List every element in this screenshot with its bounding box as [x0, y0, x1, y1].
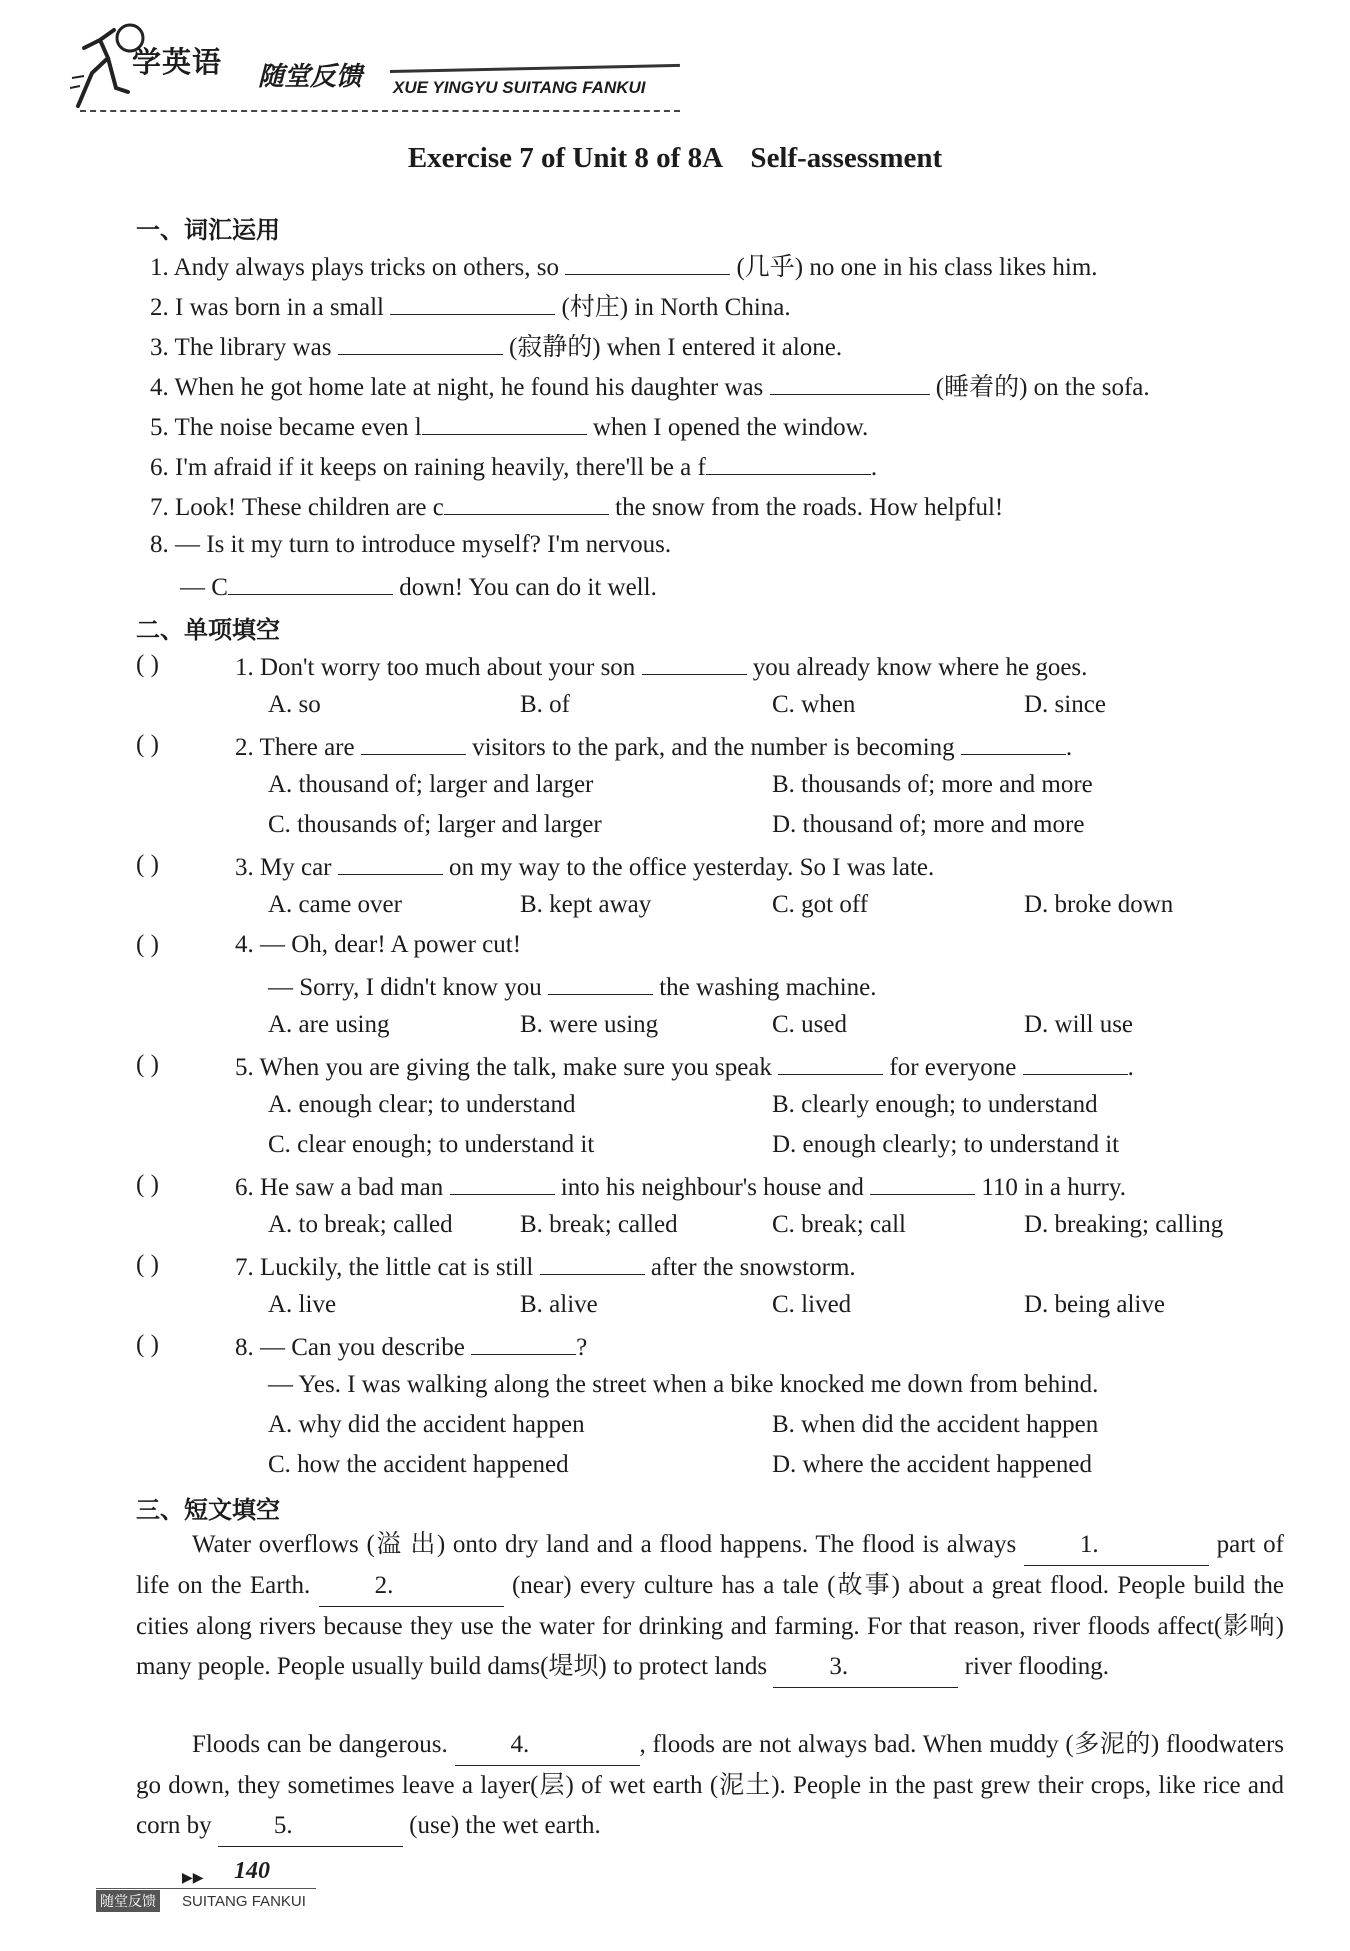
question-stem: 7. Luckily, the little cat is still after the snowstorm.: [235, 1250, 856, 1283]
vocab-item: 1. Andy always plays tricks on others, so (几乎) no one in his class likes him.: [150, 250, 1098, 283]
answer-blank[interactable]: [338, 330, 503, 355]
cloze-blank-3[interactable]: 3.: [773, 1647, 958, 1688]
vocab-item: 2. I was born in a small (村庄) in North China.: [150, 290, 791, 323]
answer-blank[interactable]: [565, 250, 730, 275]
header-logo: [70, 10, 690, 115]
answer-blank: [870, 1170, 975, 1195]
section-heading-multiple-choice: 二、单项填空: [136, 616, 280, 644]
answer-blank[interactable]: [390, 290, 555, 315]
option-b: B. when did the accident happen: [772, 1411, 1099, 1438]
vocab-item: — C down! You can do it well.: [180, 570, 657, 603]
option-a: A. why did the accident happen: [268, 1411, 585, 1438]
logo-text-cn-sub: 随堂反馈: [258, 62, 363, 92]
option-d: D. broke down: [1024, 891, 1174, 918]
option-d: D. breaking; calling: [1024, 1211, 1224, 1238]
question-stem: 3. My car on my way to the office yesterday. So I was late.: [235, 850, 934, 883]
question-stem: 5. When you are giving the talk, make sure you speak for everyone .: [235, 1050, 1134, 1083]
option-b: B. clearly enough; to understand: [772, 1091, 1098, 1118]
logo-pinyin: XUE YINGYU SUITANG FANKUI: [393, 78, 646, 97]
vocab-item: 4. When he got home late at night, he found his daughter was (睡着的) on the sofa.: [150, 370, 1150, 403]
answer-blank: [450, 1170, 555, 1195]
option-b: B. were using: [520, 1011, 659, 1038]
logo-text-cn: 学英语: [132, 45, 223, 79]
answer-blank: [540, 1250, 645, 1275]
option-c: C. thousands of; larger and larger: [268, 811, 602, 838]
option-c: C. used: [772, 1011, 847, 1038]
option-a: A. so: [268, 691, 321, 718]
answer-bracket[interactable]: ( ): [136, 851, 159, 878]
answer-blank: [961, 730, 1066, 755]
section-heading-vocabulary: 一、词汇运用: [136, 216, 280, 244]
option-c: C. lived: [772, 1291, 852, 1318]
header-divider: [80, 110, 680, 112]
option-b: B. kept away: [520, 891, 652, 918]
option-a: A. thousand of; larger and larger: [268, 771, 594, 798]
option-b: B. of: [520, 691, 570, 718]
answer-bracket[interactable]: ( ): [136, 1171, 159, 1198]
vocab-item: 6. I'm afraid if it keeps on raining heavily, there'll be a f .: [150, 450, 877, 483]
option-d: D. where the accident happened: [772, 1451, 1092, 1478]
footer-tag-pinyin: SUITANG FANKUI: [182, 1893, 306, 1910]
cloze-paragraph-2: Floods can be dangerous. 4. , floods are not always bad. When muddy (多泥的) floodwaters go down, they sometimes leave a layer(层) of wet earth (泥土). People in the past grew their crops, like rice and corn by 5. (use) the wet earth.: [136, 1725, 1284, 1847]
question-stem: 8. — Can you describe ?: [235, 1330, 587, 1363]
option-d: D. being alive: [1024, 1291, 1165, 1318]
answer-bracket[interactable]: ( ): [136, 1331, 159, 1358]
footer-tag-cn: 随堂反馈: [96, 1890, 160, 1912]
page-title: Exercise 7 of Unit 8 of 8A Self-assessment: [407, 142, 943, 174]
answer-blank[interactable]: [706, 450, 871, 475]
option-a: A. live: [268, 1291, 337, 1318]
option-c: C. how the accident happened: [268, 1451, 569, 1478]
option-d: D. thousand of; more and more: [772, 811, 1085, 838]
option-b: B. alive: [520, 1291, 598, 1318]
cloze-blank-5[interactable]: 5.: [218, 1806, 403, 1847]
arrow-icon: ▶▶: [182, 1871, 204, 1886]
option-b: B. thousands of; more and more: [772, 771, 1093, 798]
page-number: 140: [234, 1858, 270, 1884]
question-stem-reply: — Sorry, I didn't know you the washing machine.: [268, 970, 877, 1003]
vocab-item: 5. The noise became even l when I opened the window.: [150, 410, 868, 443]
option-a: A. enough clear; to understand: [268, 1091, 576, 1118]
option-b: B. break; called: [520, 1211, 678, 1238]
answer-blank: [642, 650, 747, 675]
answer-blank[interactable]: [444, 490, 609, 515]
answer-blank[interactable]: [770, 370, 930, 395]
answer-blank: [548, 970, 653, 995]
answer-blank: [338, 850, 443, 875]
answer-blank: [778, 1050, 883, 1075]
question-stem-reply: — Yes. I was walking along the street when a bike knocked me down from behind.: [268, 1371, 1099, 1398]
option-c: C. got off: [772, 891, 869, 918]
option-a: A. came over: [268, 891, 402, 918]
option-a: A. are using: [268, 1011, 390, 1038]
option-c: C. clear enough; to understand it: [268, 1131, 595, 1158]
footer-divider: [96, 1888, 316, 1889]
header-bar: [390, 64, 680, 73]
answer-bracket[interactable]: ( ): [136, 731, 159, 758]
answer-bracket[interactable]: ( ): [136, 1051, 159, 1078]
answer-blank[interactable]: [228, 570, 393, 595]
cloze-blank-4[interactable]: 4.: [455, 1725, 640, 1766]
cloze-blank-2[interactable]: 2.: [319, 1566, 504, 1607]
question-stem: 6. He saw a bad man into his neighbour's house and 110 in a hurry.: [235, 1170, 1126, 1203]
answer-blank: [1023, 1050, 1128, 1075]
answer-blank[interactable]: [422, 410, 587, 435]
answer-bracket[interactable]: ( ): [136, 1251, 159, 1278]
answer-blank: [471, 1330, 576, 1355]
vocab-item: 8. — Is it my turn to introduce myself? I'm nervous.: [150, 531, 672, 558]
answer-bracket[interactable]: ( ): [136, 651, 159, 678]
answer-bracket[interactable]: ( ): [136, 931, 159, 958]
vocab-item: 7. Look! These children are c the snow from the roads. How helpful!: [150, 490, 1003, 523]
option-c: C. when: [772, 691, 856, 718]
cloze-blank-1[interactable]: 1.: [1024, 1525, 1209, 1566]
question-stem: 2. There are visitors to the park, and the number is becoming .: [235, 730, 1072, 763]
option-d: D. since: [1024, 691, 1106, 718]
answer-blank: [361, 730, 466, 755]
section-heading-cloze: 三、短文填空: [136, 1496, 280, 1524]
cloze-paragraph-1: Water overflows (溢 出) onto dry land and a flood happens. The flood is always 1. part of life on the Earth. 2. (near) every culture has a tale (故事) about a great flood. People build the cities along rivers because they use the water for drinking and farming. For that reason, river floods affect(影响) many people. People usually build dams(堤坝) to protect lands 3. river flooding.: [136, 1525, 1284, 1688]
option-d: D. enough clearly; to understand it: [772, 1131, 1120, 1158]
option-a: A. to break; called: [268, 1211, 453, 1238]
option-c: C. break; call: [772, 1211, 906, 1238]
question-stem: 1. Don't worry too much about your son you already know where he goes.: [235, 650, 1087, 683]
vocab-item: 3. The library was (寂静的) when I entered it alone.: [150, 330, 842, 363]
question-stem: 4. — Oh, dear! A power cut!: [235, 931, 522, 958]
option-d: D. will use: [1024, 1011, 1134, 1038]
